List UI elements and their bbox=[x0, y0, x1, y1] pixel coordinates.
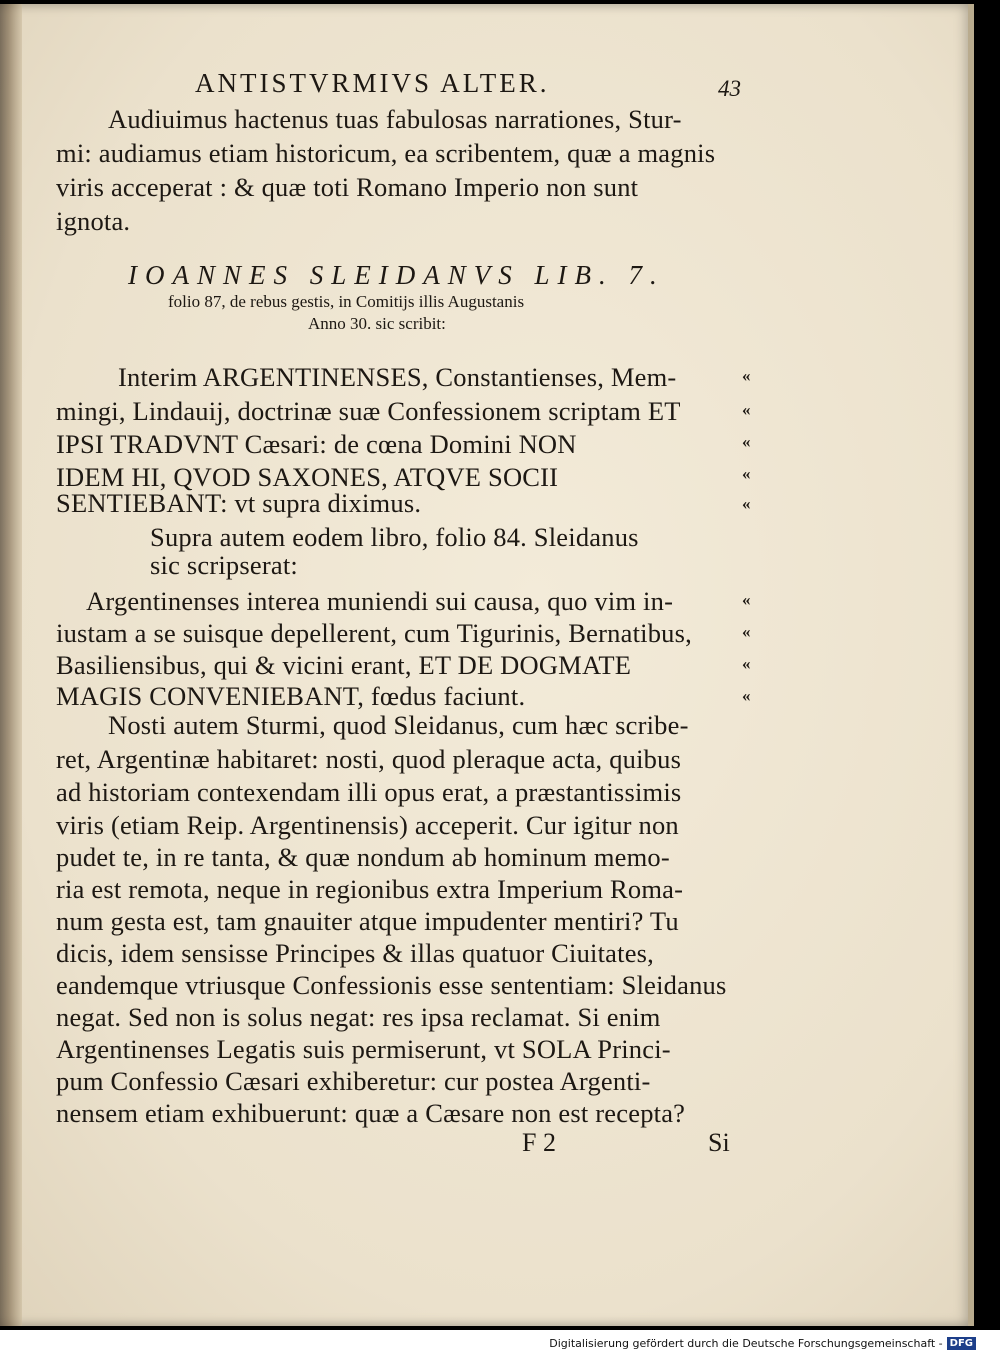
book-page bbox=[0, 4, 974, 1326]
footer-text: Digitalisierung gefördert durch die Deutsche Forschungsgemeinschaft - bbox=[549, 1337, 943, 1350]
para1-line: ignota. bbox=[56, 206, 131, 236]
section-subheading: Anno 30. sic scribit: bbox=[308, 314, 446, 333]
quote-mark: « bbox=[742, 464, 751, 483]
para2-line: dicis, idem sensisse Principes & illas quatuor Ciuitates, bbox=[56, 938, 655, 968]
para2-line: ret, Argentinæ habitaret: nosti, quod pleraque acta, quibus bbox=[56, 744, 682, 774]
quote-mark: « bbox=[742, 686, 751, 705]
signature-mark: F 2 bbox=[522, 1128, 556, 1157]
para2-line: ad historiam contexendam illi opus erat, a præstantissimis bbox=[56, 777, 682, 807]
para2-line: negat. Sed non is solus negat: res ipsa reclamat. Si enim bbox=[56, 1002, 661, 1032]
quote-mark: « bbox=[742, 400, 751, 419]
running-head: ANTISTVRMIVS ALTER. bbox=[195, 68, 550, 98]
quote2-line: MAGIS CONVENIEBANT, fœdus faciunt. bbox=[56, 681, 526, 711]
intro2-line: Supra autem eodem libro, folio 84. Sleidanus bbox=[150, 522, 639, 552]
funding-footer bbox=[549, 1337, 976, 1350]
quote1-line: SENTIEBANT: vt supra diximus. bbox=[56, 488, 422, 518]
quote-mark: « bbox=[742, 654, 751, 673]
quote2-line: iustam a se suisque depellerent, cum Tigurinis, Bernatibus, bbox=[56, 618, 692, 648]
quote1-line: IPSI TRADVNT Cæsari: de cœna Domini NON bbox=[56, 429, 577, 459]
para2-line: pudet te, in re tanta, & quæ nondum ab hominum memo- bbox=[56, 842, 670, 872]
section-heading: IOANNES SLEIDANVS LIB. 7. bbox=[128, 260, 665, 290]
quote2-line: Argentinenses interea muniendi sui causa, quo vim in- bbox=[86, 586, 674, 616]
para2-line: Nosti autem Sturmi, quod Sleidanus, cum hæc scribe- bbox=[108, 710, 689, 740]
quote-mark: « bbox=[742, 432, 751, 451]
para2-line: viris (etiam Reip. Argentinensis) acceperit. Cur igitur non bbox=[56, 810, 679, 840]
quote-mark: « bbox=[742, 622, 751, 641]
page-edge bbox=[968, 4, 974, 1326]
quote1-line: mingi, Lindauij, doctrinæ suæ Confessionem scriptam ET bbox=[56, 396, 681, 426]
page-spine-shadow bbox=[0, 4, 22, 1326]
quote-mark: « bbox=[742, 494, 751, 513]
para2-line: ria est remota, neque in regionibus extra Imperium Roma- bbox=[56, 874, 684, 904]
quote1-line: Interim ARGENTINENSES, Constantienses, Mem- bbox=[118, 362, 677, 392]
quote-mark: « bbox=[742, 366, 751, 385]
intro2-line: sic scripserat: bbox=[150, 550, 298, 580]
quote-mark: « bbox=[742, 590, 751, 609]
para1-line: Audiuimus hactenus tuas fabulosas narrationes, Stur- bbox=[108, 104, 682, 134]
para2-line: pum Confessio Cæsari exhiberetur: cur postea Argenti- bbox=[56, 1066, 651, 1096]
catchword: Si bbox=[708, 1128, 730, 1157]
quote1-line: IDEM HI, QVOD SAXONES, ATQVE SOCII bbox=[56, 462, 559, 492]
para1-line: viris acceperat : & quæ toti Romano Imperio non sunt bbox=[56, 172, 639, 202]
para2-line: eandemque vtriusque Confessionis esse sententiam: Sleidanus bbox=[56, 970, 727, 1000]
para1-line: mi: audiamus etiam historicum, ea scribentem, quæ a magnis bbox=[56, 138, 716, 168]
folio-number: 43 bbox=[718, 76, 741, 101]
para2-line: Argentinenses Legatis suis permiserunt, vt SOLA Princi- bbox=[56, 1034, 671, 1064]
para2-line: nensem etiam exhibuerunt: quæ a Cæsare non est recepta? bbox=[56, 1098, 686, 1128]
para2-line: num gesta est, tam gnauiter atque impudenter mentiri? Tu bbox=[56, 906, 679, 936]
quote2-line: Basiliensibus, qui & vicini erant, ET DE DOGMATE bbox=[56, 650, 632, 680]
dfg-logo-icon: DFG bbox=[947, 1337, 976, 1350]
section-subheading: folio 87, de rebus gestis, in Comitijs illis Augustanis bbox=[168, 292, 525, 311]
